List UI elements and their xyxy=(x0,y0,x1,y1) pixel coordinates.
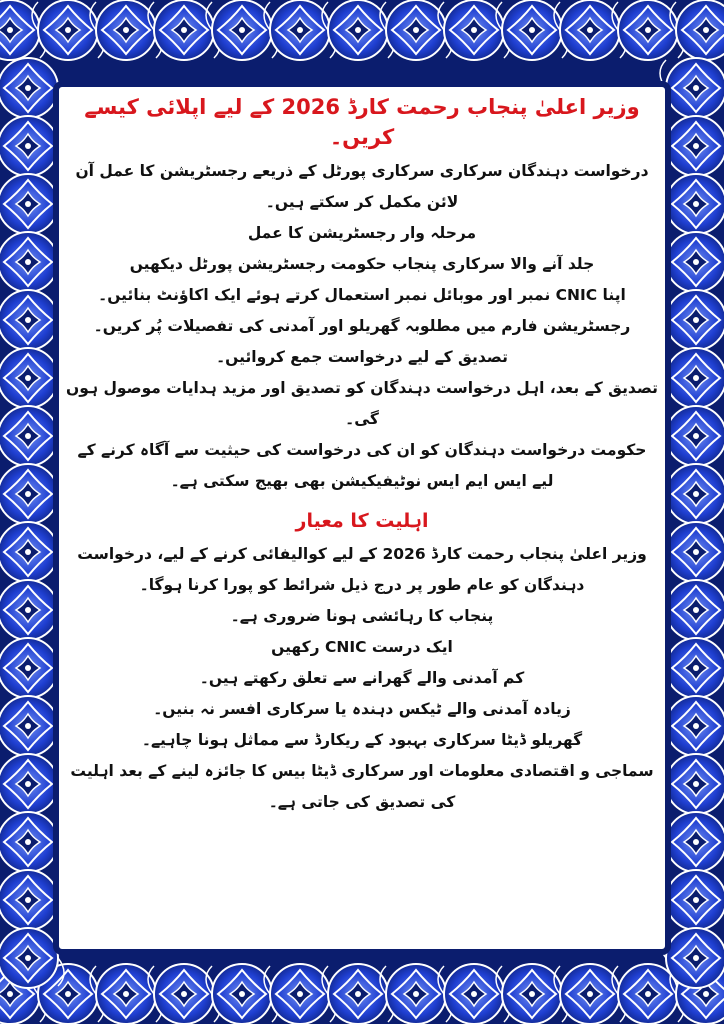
criteria-item: زیادہ آمدنی والے ٹیکس دہندہ یا سرکاری افسر نہ بنیں۔ xyxy=(153,700,571,718)
closing-paragraph: سماجی و اقتصادی معلومات اور سرکاری ڈیٹا بیس کا جائزہ لینے کے بعد اہلیت کی تصدیق کی جاتی ہے۔ xyxy=(70,762,654,811)
criteria-item: گھریلو ڈیٹا سرکاری بہبود کے ریکارڈ سے مماثل ہونا چاہیے۔ xyxy=(141,731,583,749)
page-title: وزیر اعلیٰ پنجاب رحمت کارڈ 2026 کے لیے اپلائی کیسے کریں۔ xyxy=(84,95,640,149)
steps-heading: مرحلہ وار رجسٹریشن کا عمل xyxy=(247,224,477,242)
content-panel xyxy=(60,88,664,948)
sms-note: حکومت درخواست دہندگان کو ان کی درخواست کی حیثیت سے آگاہ کرنے کے لیے ایس ایم ایس نوٹیفیکیشن بھی بھیج سکتی ہے۔ xyxy=(77,441,647,490)
step-item: اپنا CNIC نمبر اور موبائل نمبر استعمال کرتے ہوئے ایک اکاؤنٹ بنائیں۔ xyxy=(98,286,626,304)
step-item: تصدیق کے بعد، اہل درخواست دہندگان کو تصدیق اور مزید ہدایات موصول ہوں گی۔ xyxy=(66,379,658,428)
step-item: جلد آنے والا سرکاری پنجاب حکومت رجسٹریشن پورٹل دیکھیں xyxy=(129,255,595,273)
eligibility-heading: اہلیت کا معیار xyxy=(295,510,429,532)
step-item: رجسٹریشن فارم میں مطلوبہ گھریلو اور آمدنی کی تفصیلات پُر کریں۔ xyxy=(93,317,631,335)
criteria-item: ایک درست CNIC رکھیں xyxy=(271,638,453,656)
criteria-item: کم آمدنی والے گھرانے سے تعلق رکھتے ہیں۔ xyxy=(199,669,525,687)
criteria-item: پنجاب کا رہائشی ہونا ضروری ہے۔ xyxy=(230,607,494,625)
step-item: تصدیق کے لیے درخواست جمع کروائیں۔ xyxy=(216,348,508,366)
intro-paragraph: درخواست دہندگان سرکاری سرکاری پورٹل کے ذریعے رجسٹریشن کا عمل آن لائن مکمل کر سکتے ہیں۔ xyxy=(75,162,649,211)
eligibility-intro: وزیر اعلیٰ پنجاب رحمت کارڈ 2026 کے لیے کوالیفائی کرنے کے لیے، درخواست دہندگان کو عام طور پر درج ذیل شرائط کو پورا کرنا ہوگا۔ xyxy=(77,545,647,594)
